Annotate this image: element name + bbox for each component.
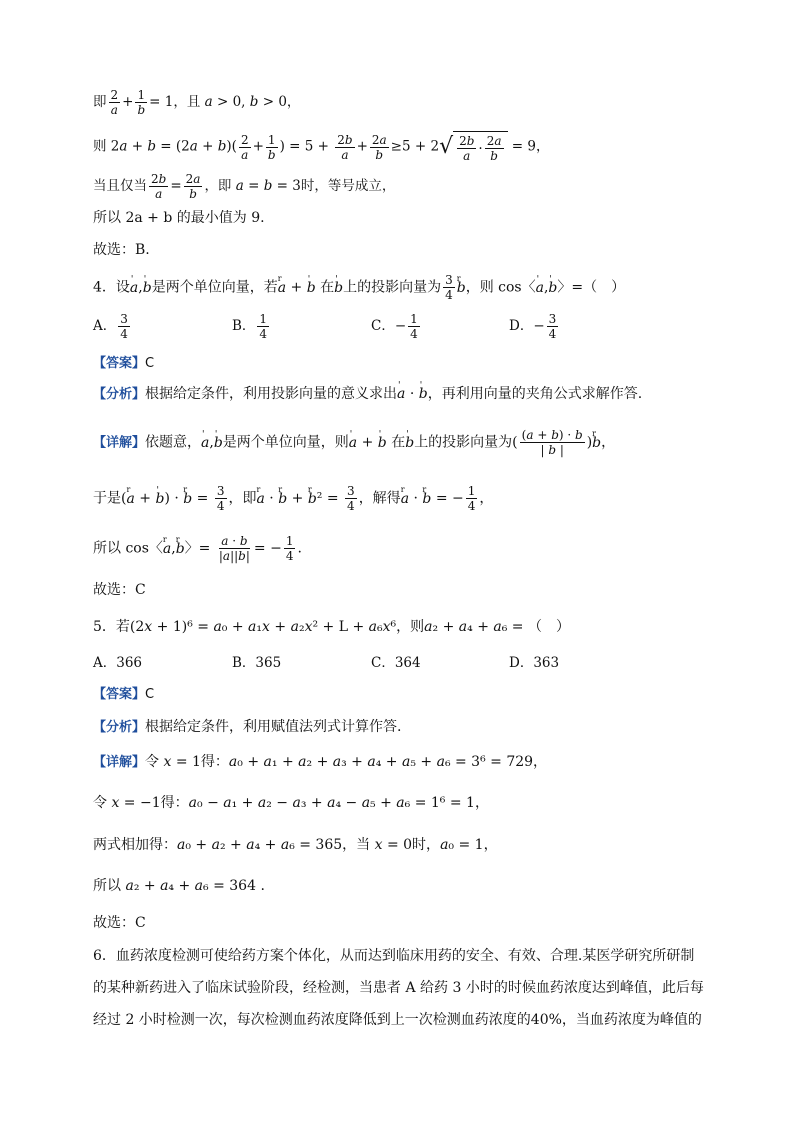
q4-option-c: C．− $\frac{1}{4}$ [371, 312, 418, 341]
q4-option-d: D．− $\frac{3}{4}$ [509, 312, 557, 341]
q5-option-c: C．364 [371, 655, 421, 671]
solution-line-1: 即 $\frac{2}{a}$ + $\frac{1}{b}$ = 1，且 a > 0, b > 0， [93, 88, 301, 117]
q5-detail-3: 两式相加得：a₀ + a₂ + a₄ + a₆ = 365，当 x = 0时，a₀ = 1， [93, 837, 498, 853]
q5-analysis-tag: 【分析】 [93, 720, 146, 735]
q4-option-b: B． $\frac{1}{4}$ [232, 312, 268, 341]
q5-stem: 5．若(2x + 1)⁶ = a₀ + a₁x + a₂x² + L + a₆x⁶，则a₂ + a₄ + a₆ = （ ） [93, 619, 570, 635]
q4-option-a: A． $\frac{3}{4}$ [93, 312, 128, 341]
q4-analysis: 【分析】根据给定条件，利用投影向量的意义求出' a · ' b，再利用向量的夹角公式求解作答. [93, 384, 642, 405]
q4-detail-1: 【详解】依题意，' a,' b是两个单位向量，则' a + ' b 在' b上的投影向量为( $\frac{(a + b) \cdot b}{| b |}$ )r b， [93, 428, 615, 457]
q4-detail-tag: 【详解】 [93, 435, 146, 451]
q5-answer [93, 684, 154, 705]
q5-detail-1: 【详解】令 x = 1得：a₀ + a₁ + a₂ + a₃ + a₄ + a₅ + a₆ = 3⁶ = 729， [93, 754, 548, 770]
q4-choose: 故选：C [93, 582, 146, 598]
solution-line-2: 则 2a + b = (2a + b)( $\frac{2}{a}$ + $\frac{1}{b}$ ) = 5 + $\frac{2b}{a}$ + $\frac{2a}{b}$ ≥5 + 2 √ $\frac{2b}{a}$ · $\frac{2a}{b}$ = 9， [93, 132, 550, 163]
q4-answer [93, 353, 154, 374]
q5-detail-4: 所以 a₂ + a₄ + a₆ = 364 . [93, 878, 265, 894]
q6-paragraph-1: 6．血药浓度检测可使给药方案个体化，从而达到临床用药的安全、有效、合理.某医学研究所研制 [93, 948, 695, 964]
q5-option-d: D．363 [509, 655, 560, 671]
q5-option-a: A．366 [93, 655, 143, 671]
q6-paragraph-3: 经过 2 小时检测一次，每次检测血药浓度降低到上一次检测血药浓度的40%，当血药浓度为峰值的 [93, 1012, 702, 1028]
q4-answer-tag: 【答案】 [93, 356, 146, 371]
q4-detail-2: 于是(r a + ' b) · r b = $\frac{3}{4}$ ，即r a · r b + r b² = $\frac{3}{4}$ ，解得r a · r b = − $\frac{1}{4}$ ， [93, 484, 493, 513]
q4-stem: 4．设' a,' b是两个单位向量，若r a + ' b 在' b上的投影向量为 $\frac{3}{4}$ r b，则 cos〈' a,' b〉=（ ） [93, 273, 625, 302]
q5-analysis-text: 根据给定条件，利用赋值法列式计算作答. [145, 719, 402, 735]
q5-answer-value: C [145, 687, 155, 702]
q6-paragraph-2: 的某种新药进入了临床试验阶段，经检测，当患者 A 给药 3 小时的时候血药浓度达到峰值，此后每 [93, 980, 704, 996]
q4-detail-3: 所以 cos〈r a,r b〉= $\frac{a \cdot b}{|a||b|}$ = − $\frac{1}{4}$ . [93, 534, 302, 563]
solution-line-5: 故选：B. [93, 242, 150, 258]
q5-analysis [93, 717, 401, 738]
q4-answer-value: C [145, 356, 155, 371]
q4-analysis-tag: 【分析】 [93, 387, 146, 402]
q5-option-b: B．365 [232, 655, 282, 671]
q5-detail-tag: 【详解】 [93, 755, 146, 770]
solution-line-4: 所以 2a + b 的最小值为 9. [93, 210, 265, 226]
q5-choose: 故选：C [93, 915, 146, 931]
q5-detail-2: 令 x = −1得：a₀ − a₁ + a₂ − a₃ + a₄ − a₅ + a₆ = 1⁶ = 1， [93, 795, 489, 811]
solution-line-3: 当且仅当 $\frac{2b}{a}$ = $\frac{2a}{b}$ ，即 a = b = 3时，等号成立， [93, 172, 396, 201]
q5-answer-tag: 【答案】 [93, 687, 146, 702]
